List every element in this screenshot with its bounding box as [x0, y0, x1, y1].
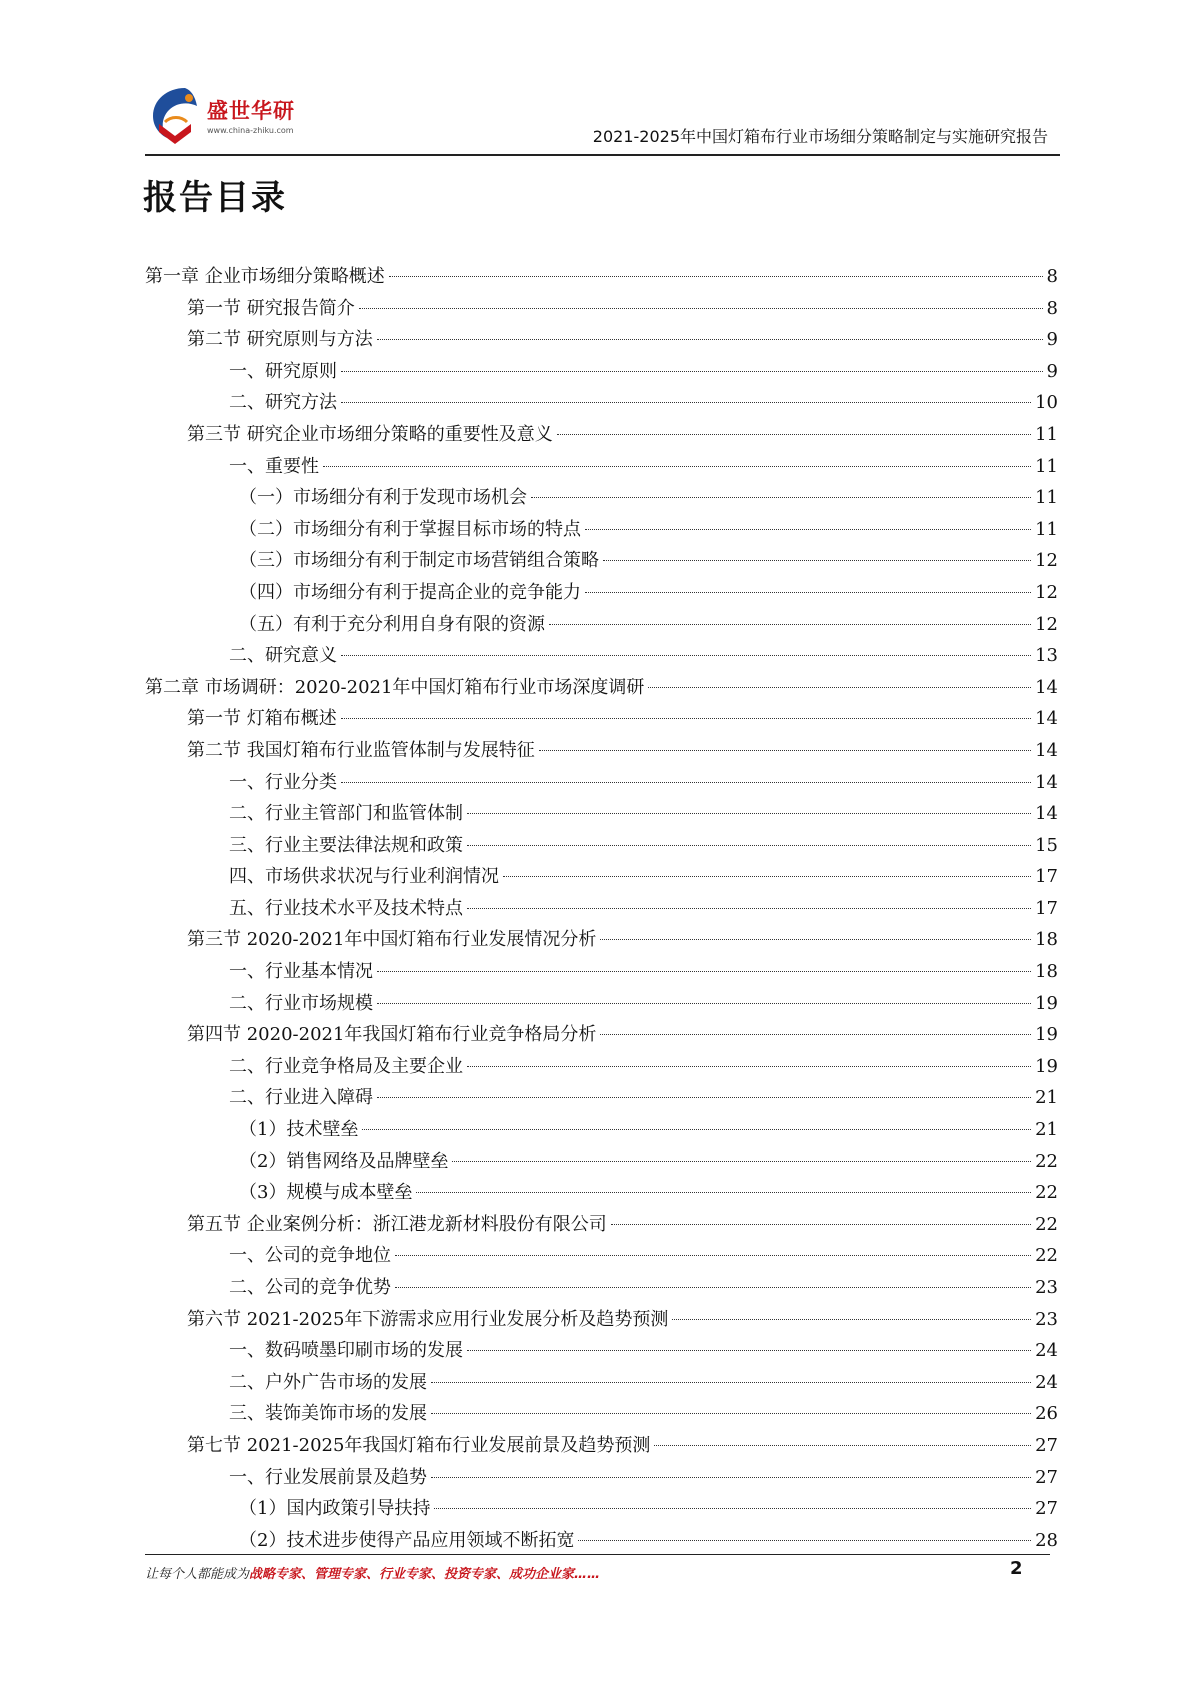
toc-entry-label: 一、研究原则: [229, 360, 337, 382]
report-title: 2021-2025年中国灯箱布行业市场细分策略制定与实施研究报告: [592, 127, 1048, 146]
toc-entry-label: 二、行业进入障碍: [229, 1087, 373, 1109]
toc-dot-leader: [648, 687, 1031, 688]
toc-entry-label: 第二节 我国灯箱布行业监管体制与发展特征: [187, 739, 535, 761]
toc-entry-label: 二、行业竞争格局及主要企业: [229, 1055, 463, 1077]
toc-dot-leader: [434, 1508, 1031, 1509]
toc-entry-label: （二）市场细分有利于掌握目标市场的特点: [239, 518, 581, 540]
toc-entry[interactable]: [145, 673, 1058, 705]
toc-entry-label: （2）销售网络及品牌壁垒: [239, 1150, 449, 1172]
toc-entry-label: 第一节 研究报告简介: [187, 297, 355, 319]
toc-entry[interactable]: [145, 1020, 1058, 1052]
toc-entry[interactable]: [145, 578, 1058, 610]
toc-entry-page: 17: [1035, 866, 1058, 888]
toc-dot-leader: [323, 466, 1031, 467]
toc-entry-page: 24: [1035, 1371, 1058, 1393]
toc-dot-leader: [395, 1287, 1031, 1288]
toc-dot-leader: [557, 434, 1031, 435]
toc-entry-label: 三、装饰美饰市场的发展: [229, 1403, 427, 1425]
toc-entry[interactable]: [145, 704, 1058, 736]
toc-dot-leader: [585, 592, 1031, 593]
toc-dot-leader: [431, 1382, 1031, 1383]
toc-entry-page: 12: [1035, 581, 1058, 603]
toc-entry[interactable]: [145, 294, 1058, 326]
toc-entry[interactable]: [145, 1083, 1058, 1115]
toc-dot-leader: [503, 876, 1031, 877]
toc-entry[interactable]: [145, 957, 1058, 989]
toc-dot-leader: [341, 782, 1031, 783]
toc-dot-leader: [431, 1413, 1031, 1414]
toc-entry-label: 五、行业技术水平及技术特点: [229, 897, 463, 919]
toc-entry[interactable]: [145, 831, 1058, 863]
toc-entry-label: （1）技术壁垒: [239, 1119, 359, 1141]
toc-entry-label: 二、行业主管部门和监管体制: [229, 803, 463, 825]
toc-entry-page: 15: [1035, 834, 1058, 856]
toc-entry-page: 23: [1035, 1277, 1058, 1298]
logo-url: www.china-zhiku.com: [207, 126, 294, 135]
toc-entry-page: 9: [1046, 360, 1058, 382]
toc-entry-label: 第四节 2020-2021年我国灯箱布行业竞争格局分析: [187, 1024, 597, 1046]
toc-entry-page: 22: [1035, 1245, 1058, 1267]
toc-entry[interactable]: [145, 515, 1058, 547]
toc-entry-page: 11: [1035, 487, 1058, 509]
toc-entry[interactable]: [145, 1210, 1058, 1242]
toc-entry-page: 19: [1035, 1055, 1058, 1077]
toc-entry-label: 第二章 市场调研：2020-2021年中国灯箱布行业市场深度调研: [145, 676, 645, 698]
toc-entry-page: 18: [1035, 961, 1058, 983]
toc-dot-leader: [377, 1097, 1031, 1098]
toc-dot-leader: [377, 339, 1043, 340]
toc-entry-page: 14: [1035, 771, 1058, 793]
toc-entry-label: （3）规模与成本壁垒: [239, 1182, 413, 1204]
toc-entry[interactable]: [145, 799, 1058, 831]
footer-slogan: [145, 1563, 600, 1582]
toc-entry-label: 一、行业基本情况: [229, 961, 373, 983]
toc-dot-leader: [611, 1224, 1031, 1225]
toc-entry-label: （2）技术进步使得产品应用领域不断拓宽: [239, 1529, 575, 1551]
toc-entry[interactable]: [145, 1178, 1058, 1210]
toc-entry-page: 19: [1035, 992, 1058, 1014]
page-title: 报告目录: [143, 178, 287, 218]
toc-dot-leader: [603, 560, 1031, 561]
toc-entry-label: （四）市场细分有利于提高企业的竞争能力: [239, 581, 581, 603]
toc-dot-leader: [389, 276, 1043, 277]
toc-dot-leader: [467, 1350, 1031, 1351]
toc-entry[interactable]: [145, 1526, 1058, 1558]
toc-entry-page: 21: [1035, 1087, 1058, 1109]
toc-entry-label: 第七节 2021-2025年我国灯箱布行业发展前景及趋势预测: [187, 1434, 651, 1456]
slogan-highlight: 战略专家、管理专家、行业专家、投资专家、成功企业家……: [249, 1567, 601, 1582]
toc-dot-leader: [578, 1540, 1031, 1541]
toc-dot-leader: [377, 1003, 1031, 1004]
toc-entry-label: 第一章 企业市场细分策略概述: [145, 266, 385, 287]
page-header: [145, 80, 1060, 158]
toc-entry-label: 第五节 企业案例分析：浙江港龙新材料股份有限公司: [187, 1213, 607, 1235]
toc-entry-page: 17: [1035, 897, 1058, 919]
toc-entry-page: 14: [1035, 676, 1058, 698]
toc-entry[interactable]: [145, 483, 1058, 515]
toc-entry-label: （三）市场细分有利于制定市场营销组合策略: [239, 550, 599, 572]
toc-dot-leader: [467, 813, 1031, 814]
toc-entry[interactable]: [145, 1147, 1058, 1179]
toc-entry[interactable]: [145, 1241, 1058, 1273]
toc-entry-label: （一）市场细分有利于发现市场机会: [239, 487, 527, 509]
toc-entry-label: 一、行业发展前景及趋势: [229, 1466, 427, 1488]
header-divider: [145, 154, 1060, 156]
toc-entry-label: 二、户外广告市场的发展: [229, 1371, 427, 1393]
toc-entry[interactable]: [145, 1305, 1058, 1337]
toc-entry-page: 10: [1035, 392, 1058, 414]
toc-dot-leader: [395, 1255, 1031, 1256]
toc-entry[interactable]: [145, 641, 1058, 673]
toc-dot-leader: [549, 624, 1031, 625]
toc-entry[interactable]: [145, 925, 1058, 957]
toc-entry-label: （五）有利于充分利用自身有限的资源: [239, 613, 545, 635]
toc-entry-page: 11: [1035, 455, 1058, 477]
toc-entry-page: 13: [1035, 645, 1058, 667]
toc-entry-page: 8: [1046, 266, 1058, 287]
toc-entry-label: （1）国内政策引导扶持: [239, 1498, 431, 1520]
toc-dot-leader: [531, 497, 1031, 498]
toc-entry-label: 四、市场供求状况与行业利润情况: [229, 866, 499, 888]
toc-entry-page: 14: [1035, 739, 1058, 761]
toc-entry[interactable]: [145, 357, 1058, 389]
toc-entry-label: 一、公司的竞争地位: [229, 1245, 391, 1267]
toc-entry[interactable]: [145, 768, 1058, 800]
toc-entry-label: 三、行业主要法律法规和政策: [229, 834, 463, 856]
slogan-prefix: 让每个人都能成为: [145, 1567, 250, 1582]
toc-dot-leader: [654, 1445, 1031, 1446]
toc-entry-page: 12: [1035, 550, 1058, 572]
toc-dot-leader: [467, 1066, 1031, 1067]
toc-dot-leader: [600, 1034, 1031, 1035]
toc-entry[interactable]: [145, 989, 1058, 1021]
toc-dot-leader: [672, 1319, 1031, 1320]
toc-entry-page: 19: [1035, 1024, 1058, 1046]
toc-entry-page: 18: [1035, 929, 1058, 951]
toc-entry[interactable]: [145, 1494, 1058, 1526]
toc-entry-page: 9: [1046, 329, 1058, 351]
toc-entry[interactable]: [145, 1273, 1058, 1305]
toc-entry-label: 第二节 研究原则与方法: [187, 329, 373, 351]
toc-entry[interactable]: [145, 1052, 1058, 1084]
toc-entry[interactable]: [145, 1368, 1058, 1400]
toc-entry-label: 二、行业市场规模: [229, 992, 373, 1014]
toc-entry-page: 8: [1046, 297, 1058, 319]
toc-entry[interactable]: [145, 1336, 1058, 1368]
toc-dot-leader: [362, 1129, 1031, 1130]
toc-entry-page: 12: [1035, 613, 1058, 635]
toc-dot-leader: [585, 529, 1031, 530]
page-number: 2: [1010, 1558, 1023, 1579]
toc-entry[interactable]: [145, 420, 1058, 452]
toc-entry-page: 27: [1035, 1466, 1058, 1488]
toc-dot-leader: [600, 939, 1031, 940]
toc-entry-page: 27: [1035, 1498, 1058, 1520]
toc-dot-leader: [377, 971, 1031, 972]
toc-entry-page: 26: [1035, 1403, 1058, 1425]
toc-entry-label: 二、研究意义: [229, 645, 337, 667]
toc-dot-leader: [359, 308, 1043, 309]
toc-entry-label: 第一节 灯箱布概述: [187, 708, 337, 730]
toc-entry-label: 一、行业分类: [229, 771, 337, 793]
toc-entry[interactable]: [145, 325, 1058, 357]
toc-entry-page: 14: [1035, 803, 1058, 825]
toc-entry[interactable]: [145, 452, 1058, 484]
toc-entry[interactable]: [145, 1115, 1058, 1147]
toc-entry[interactable]: [145, 1431, 1058, 1463]
toc-entry-page: 22: [1035, 1150, 1058, 1172]
toc-entry-page: 22: [1035, 1182, 1058, 1204]
toc-entry-page: 11: [1035, 423, 1058, 445]
toc-entry[interactable]: [145, 388, 1058, 420]
toc-entry-label: 二、公司的竞争优势: [229, 1277, 391, 1298]
toc-entry[interactable]: [145, 1463, 1058, 1495]
toc-dot-leader: [416, 1192, 1031, 1193]
toc-entry[interactable]: [145, 1399, 1058, 1431]
toc-entry-page: 24: [1035, 1340, 1058, 1362]
toc-dot-leader: [431, 1477, 1031, 1478]
toc-entry-page: 28: [1035, 1529, 1058, 1551]
toc-entry-page: 11: [1035, 518, 1058, 540]
toc-dot-leader: [341, 655, 1031, 656]
toc-entry[interactable]: [145, 894, 1058, 926]
toc-dot-leader: [341, 718, 1031, 719]
toc-dot-leader: [341, 402, 1031, 403]
toc-entry-page: 21: [1035, 1119, 1058, 1141]
logo-text: 盛世华研: [207, 99, 295, 123]
toc-entry[interactable]: [145, 736, 1058, 768]
toc-entry[interactable]: [145, 610, 1058, 642]
toc-entry[interactable]: [145, 546, 1058, 578]
table-of-contents: [145, 262, 1058, 1557]
toc-entry-page: 23: [1035, 1308, 1058, 1330]
toc-entry[interactable]: [145, 862, 1058, 894]
toc-dot-leader: [467, 845, 1031, 846]
toc-dot-leader: [467, 908, 1031, 909]
toc-dot-leader: [341, 371, 1043, 372]
toc-entry-label: 二、研究方法: [229, 392, 337, 414]
toc-entry[interactable]: [145, 262, 1058, 294]
toc-dot-leader: [452, 1161, 1031, 1162]
toc-entry-label: 一、重要性: [229, 455, 319, 477]
toc-entry-label: 一、数码喷墨印刷市场的发展: [229, 1340, 463, 1362]
footer-divider: [145, 1554, 1050, 1555]
toc-entry-page: 22: [1035, 1213, 1058, 1235]
toc-entry-page: 27: [1035, 1434, 1058, 1456]
toc-entry-label: 第六节 2021-2025年下游需求应用行业发展分析及趋势预测: [187, 1308, 669, 1330]
toc-dot-leader: [539, 750, 1031, 751]
toc-entry-label: 第三节 2020-2021年中国灯箱布行业发展情况分析: [187, 929, 597, 951]
toc-entry-label: 第三节 研究企业市场细分策略的重要性及意义: [187, 423, 553, 445]
toc-entry-page: 14: [1035, 708, 1058, 730]
